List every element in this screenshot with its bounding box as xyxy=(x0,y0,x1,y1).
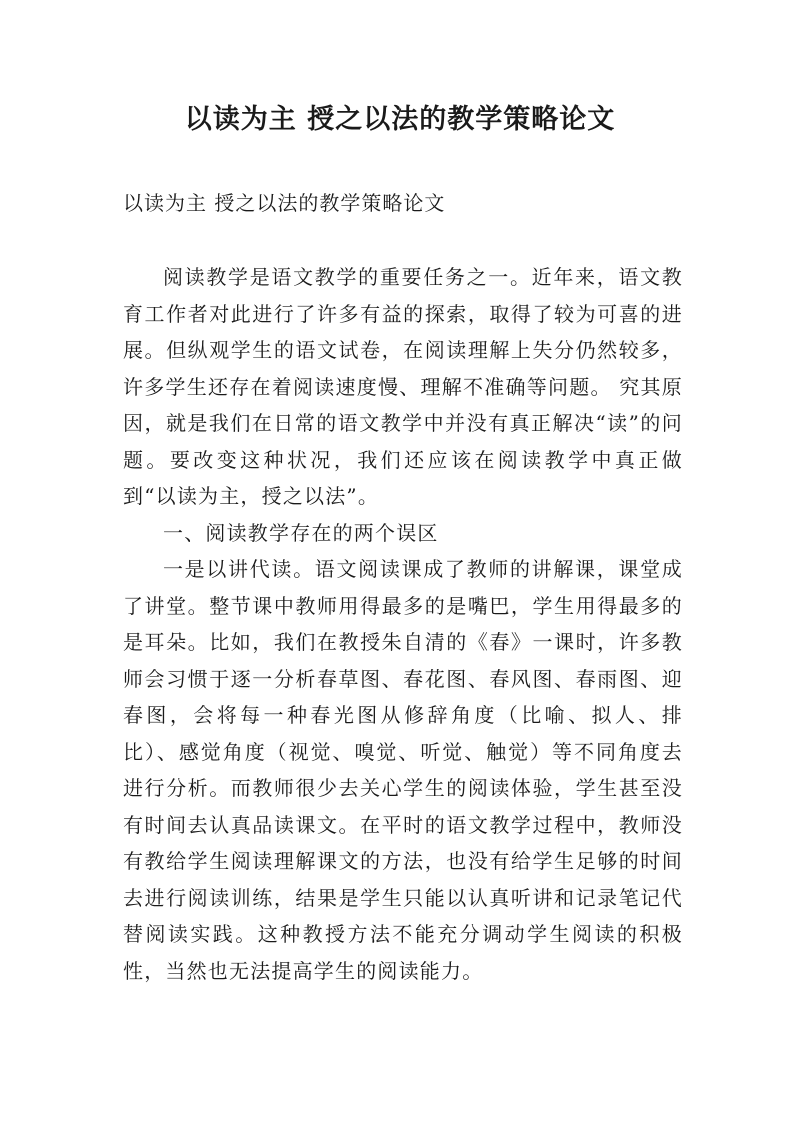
document-title: 以读为主 授之以法的教学策略论文 xyxy=(184,104,616,135)
paragraph-misconception-one: 一是以讲代读。语文阅读课成了教师的讲解课，课堂成了讲堂。整节课中教师用得最多的是嘴巴，学生用得最多的是耳朵。比如，我们在教授朱自清的《春》一课时，许多教师会习惯于逐一分析春草图、春花图、春风图、春雨图、迎春图，会将每一种春光图从修辞角度（比喻、拟人、排比）、感觉角度（视觉、嗅觉、听觉、触觉）等不同角度去进行分析。而教师很少去关心学生的阅读体验，学生甚至没有时间去认真品读课文。在平时的语文教学过程中，教师没有教给学生阅读理解课文的方法，也没有给学生足够的时间去进行阅读训练，结果是学生只能以认真听讲和记录笔记代替阅读实践。这种教授方法不能充分调动学生阅读的积极性，当然也无法提高学生的阅读能力。 xyxy=(123,557,683,983)
section-heading: 一、阅读教学存在的两个误区 xyxy=(163,520,439,545)
document-subtitle: 以读为主 授之以法的教学策略论文 xyxy=(123,191,446,215)
document-body xyxy=(123,259,683,989)
paragraph-intro: 阅读教学是语文教学的重要任务之一。近年来，语文教育工作者对此进行了许多有益的探索，取得了较为可喜的进展。但纵观学生的语文试卷，在阅读理解上失分仍然较多，许多学生还存在着阅读速度慢、理解不准确等问题。 究其原因，就是我们在日常的语文教学中并没有真正解决“读”的问题。要改变这种状况，我们还应该在阅读教学中真正做到“以读为主，授之以法”。 xyxy=(123,265,683,508)
